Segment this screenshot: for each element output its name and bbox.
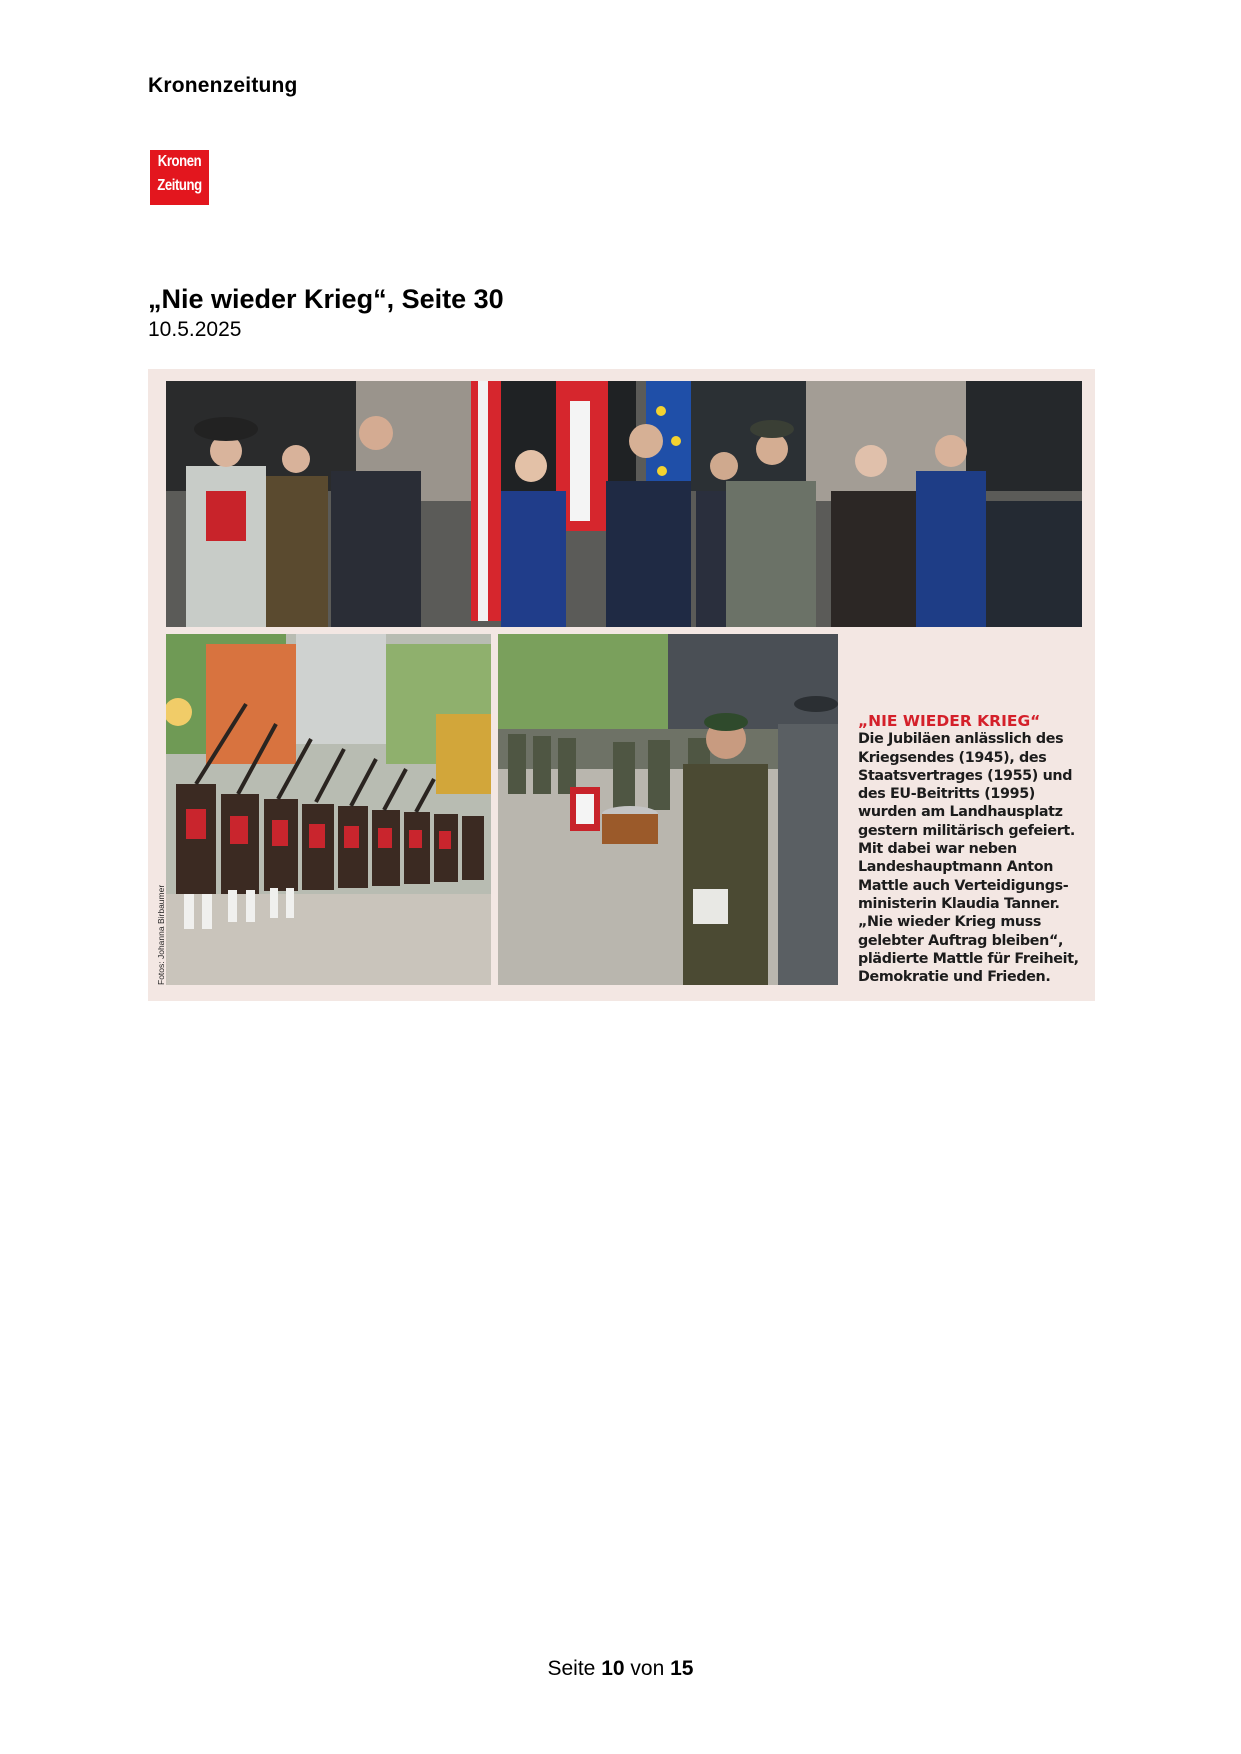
photo-military-band [498,634,838,985]
caption-line: wurden am Landhausplatz [858,804,1063,821]
caption-line: Staatsvertrages (1955) und [858,767,1073,784]
article-date: 10.5.2025 [148,318,242,341]
footer-total-pages: 15 [670,1657,694,1680]
caption-line: Demokratie und Frieden. [858,969,1051,986]
caption-line: des EU-Beitritts (1995) [858,786,1035,803]
caption-line: „Nie wieder Krieg muss [858,914,1042,931]
caption-line: Die Jubiläen anlässlich des [858,731,1064,748]
photo-credit: Fotos: Johanna Birbaumer [156,884,166,985]
article-headline: „Nie wieder Krieg“, Seite 30 [148,284,504,314]
page-footer [0,1657,1241,1681]
caption-line: Mattle auch Verteidigungs- [858,877,1069,894]
logo-line-1: Kronen [157,153,202,170]
footer-prefix: Seite [547,1657,596,1680]
source-name: Kronenzeitung [148,74,298,97]
caption-line: Landeshauptmann Anton [858,859,1054,876]
footer-middle: von [630,1657,665,1680]
caption-line: gelebter Auftrag bleiben“, [858,932,1064,949]
newspaper-clipping [148,369,1095,1001]
caption-line: plädierte Mattle für Freiheit, [858,950,1079,967]
footer-current-page: 10 [601,1657,625,1680]
photo-schuetzen-salute [166,634,491,985]
photo-caption [858,712,1084,986]
kronen-zeitung-logo [150,150,209,205]
caption-line: Mit dabei war neben [858,841,1017,858]
caption-line: ministerin Klaudia Tanner. [858,895,1060,912]
caption-line: Kriegsendes (1945), des [858,749,1047,766]
caption-title: „NIE WIEDER KRIEG“ [858,712,1041,730]
logo-line-2: Zeitung [157,177,202,194]
caption-line: gestern militärisch gefeiert. [858,822,1075,839]
photo-officials-applauding [166,381,1082,627]
